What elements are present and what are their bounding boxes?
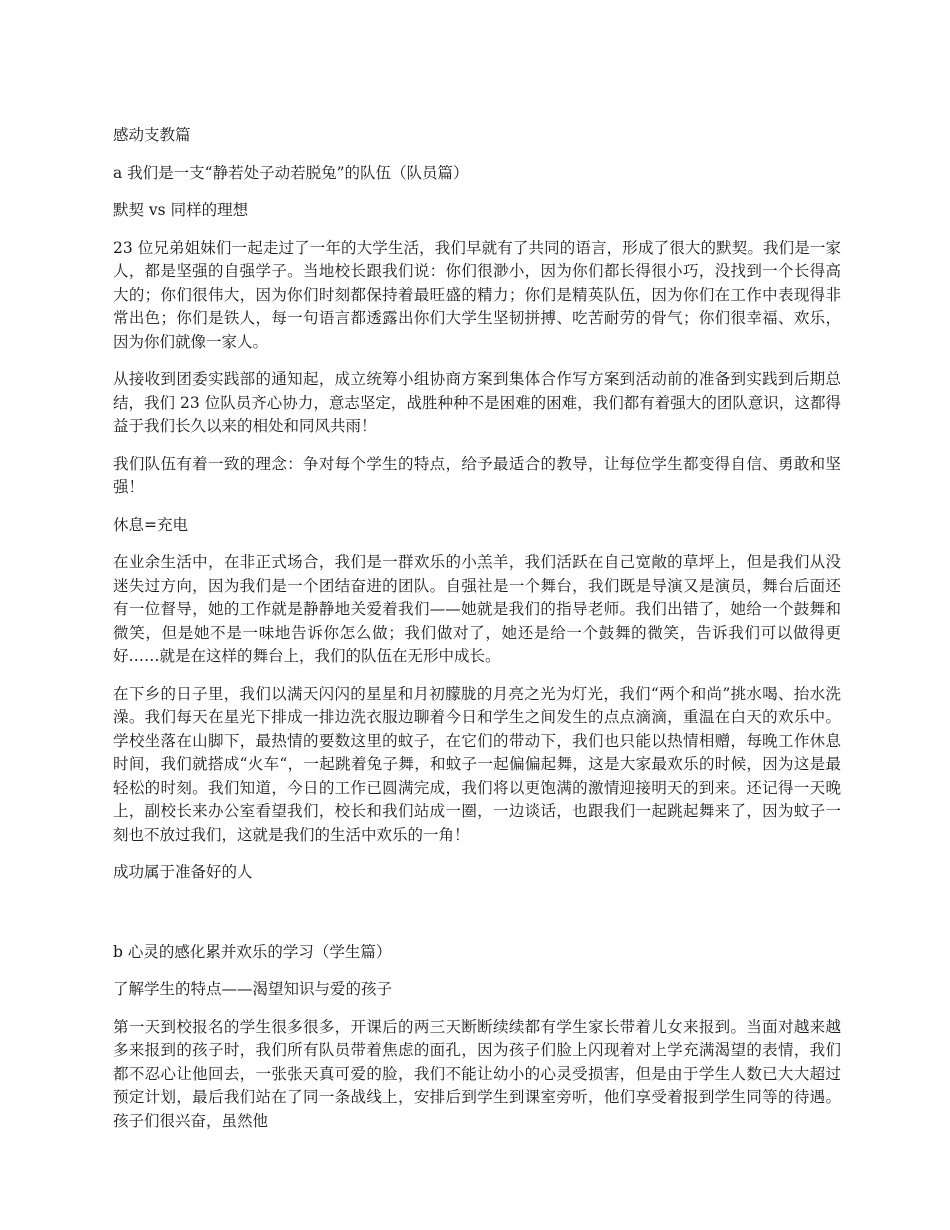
subheading-rest: 休息=充电 (113, 515, 188, 534)
paragraph: 23 位兄弟姐妹们一起走过了一年的大学生活，我们早就有了共同的语言，形成了很大的默契。我们是一家人，都是坚强的自强学子。当地校长跟我们说：你们很渺小，因为你们都长得很小巧，没找到一个长得高大的；你们很伟大，因为你们时刻都保持着最旺盛的精力；你们是精英队伍，因为你们在工作中表现得非常出色；你们是铁人，每一句语言都透露出你们大学生坚韧拼搏、吃苦耐劳的骨气；你们很幸福、欢乐，因为你们就像一家人。 (113, 238, 841, 351)
section-spacer (113, 899, 841, 941)
paragraph: 我们队伍有着一致的理念：争对每个学生的特点，给予最适合的教导，让每位学生都变得自信、勇敢和坚强！ (113, 454, 841, 496)
document-title: 感动支教篇 (113, 126, 191, 144)
section-heading-b: b 心灵的感化累并欢乐的学习（学生篇） (113, 942, 392, 961)
paragraph: 第一天到校报名的学生很多很多，开课后的两三天断断续续都有学生家长带着儿女来报到。当面对越来越多来报到的孩子时，我们所有队员带着焦虑的面孔，因为孩子们脸上闪现着对上学充满渴望的表情，我们都不忍心让他回去，一张张天真可爱的脸，我们不能让幼小的心灵受损害，但是由于学生人数已大大超过预定计划，最后我们站在了同一条战线上，安排后到学生到课室旁听，他们享受着报到学生同等的待遇。孩子们很兴奋，虽然他 (113, 1017, 841, 1130)
subheading-students: 了解学生的特点——渴望知识与爱的孩子 (113, 980, 393, 998)
subheading-success: 成功属于准备好的人 (113, 863, 253, 881)
paragraph: 从接收到团委实践部的通知起，成立统筹小组协商方案到集体合作写方案到活动前的准备到实践到后期总结，我们 23 位队员齐心协力，意志坚定，战胜种种不是困难的困难，我们都有着强大的团队意识，这都得益于我们长久以来的相处和同风共雨！ (113, 370, 841, 435)
subheading-tacit: 默契 vs 同样的理想 (113, 201, 249, 219)
paragraph: 在下乡的日子里，我们以满天闪闪的星星和月初朦胧的月亮之光为灯光，我们“两个和尚”挑水喝、抬水洗澡。我们每天在星光下排成一排边洗衣服边聊着今日和学生之间发生的点点滴滴，重温在白天的欢乐中。学校坐落在山脚下，最热情的要数这里的蚊子，在它们的带动下，我们也只能以热情相赠，每晚工作休息时间，我们就搭成“火车“，一起跳着兔子舞，和蚊子一起偏偏起舞，这是大家最欢乐的时候，因为这是最轻松的时刻。我们知道，今日的工作已圆满完成，我们将以更饱满的激情迎接明天的到来。还记得一天晚上，副校长来办公室看望我们，校长和我们站成一圈，一边谈话，也跟我们一起跳起舞来了，因为蚊子一刻也不放过我们，这就是我们的生活中欢乐的一角！ (113, 684, 841, 844)
document-page (113, 124, 841, 1147)
paragraph: 在业余生活中，在非正式场合，我们是一群欢乐的小羔羊，我们活跃在自己宽敞的草坪上，但是我们从没迷失过方向，因为我们是一个团结奋进的团队。自强社是一个舞台，我们既是导演又是演员，舞台后面还有一位督导，她的工作就是静静地关爱着我们——她就是我们的指导老师。我们出错了，她给一个鼓舞和微笑，但是她不是一味地告诉你怎么做；我们做对了，她还是给一个鼓舞的微笑，告诉我们可以做得更好……就是在这样的舞台上，我们的队伍在无形中成长。 (113, 553, 841, 665)
section-heading-a: a 我们是一支“静若处子动若脱兔”的队伍（队员篇） (113, 163, 469, 182)
